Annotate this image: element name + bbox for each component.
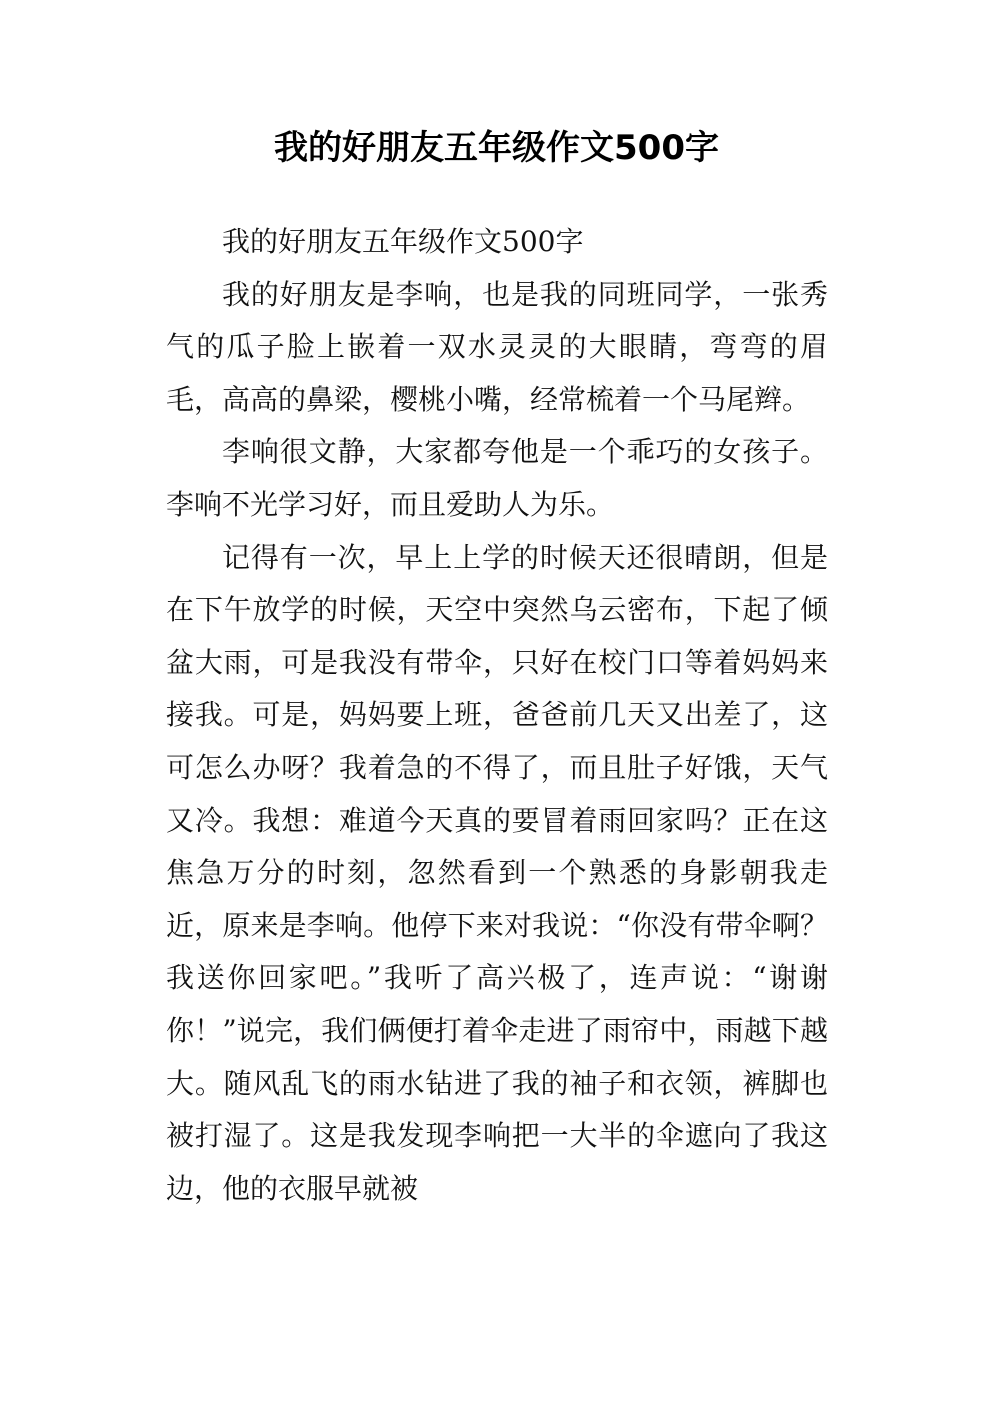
document-title: 我的好朋友五年级作文500字 (274, 128, 719, 168)
paragraph-subtitle: 我的好朋友五年级作文500字 (222, 225, 584, 258)
document-body (166, 216, 828, 1215)
paragraph-personality: 李响很文静，大家都夸他是一个乖巧的女孩子。李响不光学习好，而且爱助人为乐。 (166, 435, 828, 521)
paragraph-description: 我的好朋友是李响，也是我的同班同学，一张秀气的瓜子脸上嵌着一双水灵灵的大眼睛，弯弯的眉毛，高高的鼻梁，樱桃小嘴，经常梳着一个马尾辫。 (166, 277, 828, 416)
paragraph-story: 记得有一次，早上上学的时候天还很晴朗，但是在下午放学的时候，天空中突然乌云密布，下起了倾盆大雨，可是我没有带伞，只好在校门口等着妈妈来接我。可是，妈妈要上班，爸爸前几天又出差了，这可怎么办呀？我着急的不得了，而且肚子好饿，天气又冷。我想：难道今天真的要冒着雨回家吗？正在这焦急万分的时刻，忽然看到一个熟悉的身影朝我走近，原来是李响。他停下来对我说：“你没有带伞啊？我送你回家吧。”我听了高兴极了，连声说：“谢谢你！”说完，我们俩便打着伞走进了雨帘中，雨越下越大。随风乱飞的雨水钻进了我的袖子和衣领，裤脚也被打湿了。这是我发现李响把一大半的伞遮向了我这边，他的衣服早就被 (166, 540, 828, 1205)
